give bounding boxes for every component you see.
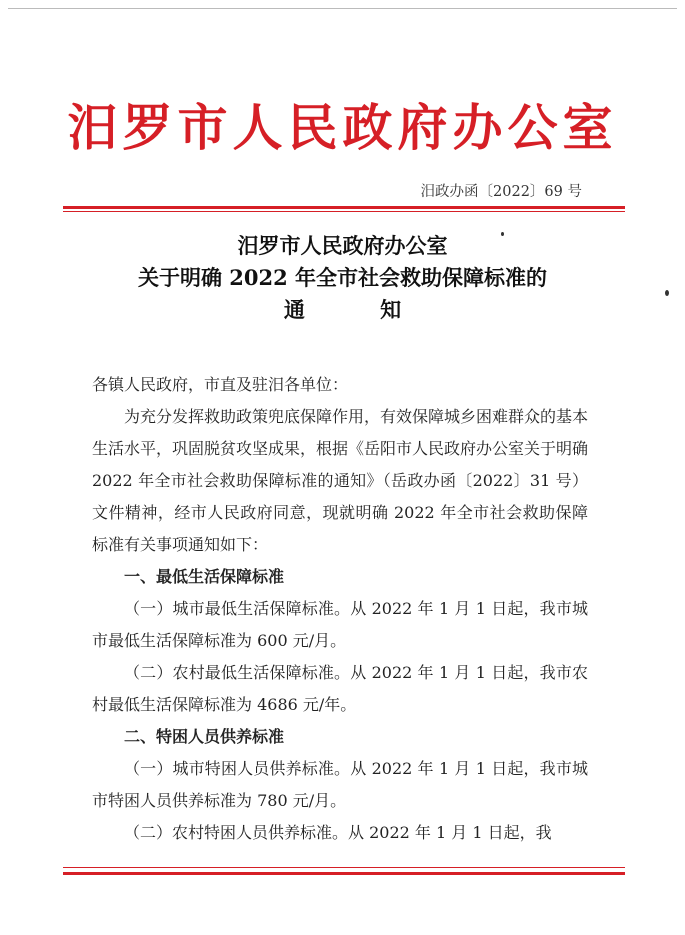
section-1-heading: 一、最低生活保障标准	[124, 567, 285, 586]
scan-speck	[501, 232, 504, 236]
scan-speck	[665, 290, 669, 296]
salutation: 各镇人民政府，市直及驻汨各单位：	[92, 375, 349, 394]
section-1-item-2: （二）农村最低生活保障标准。从 2022 年 1 月 1 日起，我市农村最低生活保障标准为 4686 元/年。	[92, 663, 588, 714]
title-line-1: 汨罗市人民政府办公室	[237, 233, 448, 258]
document-number: 汨政办函〔2022〕69 号	[420, 184, 582, 200]
section-2-item-2: （二）农村特困人员供养标准。从 2022 年 1 月 1 日起，我	[124, 823, 552, 842]
notice-body	[92, 369, 588, 849]
section-1-item-1: （一）城市最低生活保障标准。从 2022 年 1 月 1 日起，我市城市最低生活保障标准为 600 元/月。	[92, 599, 588, 650]
title-line-2: 关于明确 2022 年全市社会救助保障标准的	[137, 265, 548, 290]
section-2-item-1: （一）城市特困人员供养标准。从 2022 年 1 月 1 日起，我市城市特困人员供养标准为 780 元/月。	[92, 759, 588, 810]
footer-rule-thin	[63, 867, 625, 868]
intro-paragraph: 为充分发挥救助政策兜底保障作用，有效保障城乡困难群众的基本生活水平，巩固脱贫攻坚成果，根据《岳阳市人民政府办公室关于明确 2022 年全市社会救助保障标准的通知》（岳政办函〔2022〕31 号）文件精神，经市人民政府同意，现就明确 2022 年全市社会救助保障标准有关事项通知如下：	[92, 407, 589, 554]
letterhead-rule-thick	[63, 206, 625, 209]
footer-rule-thick	[63, 872, 625, 875]
section-2-heading: 二、特困人员供养标准	[124, 727, 285, 746]
title-line-3: 通 知	[283, 297, 436, 322]
notice-title	[60, 230, 625, 326]
letterhead-rule-thin	[63, 211, 625, 212]
letterhead-title: 汨罗市人民政府办公室	[67, 98, 618, 157]
scan-border	[8, 8, 677, 9]
